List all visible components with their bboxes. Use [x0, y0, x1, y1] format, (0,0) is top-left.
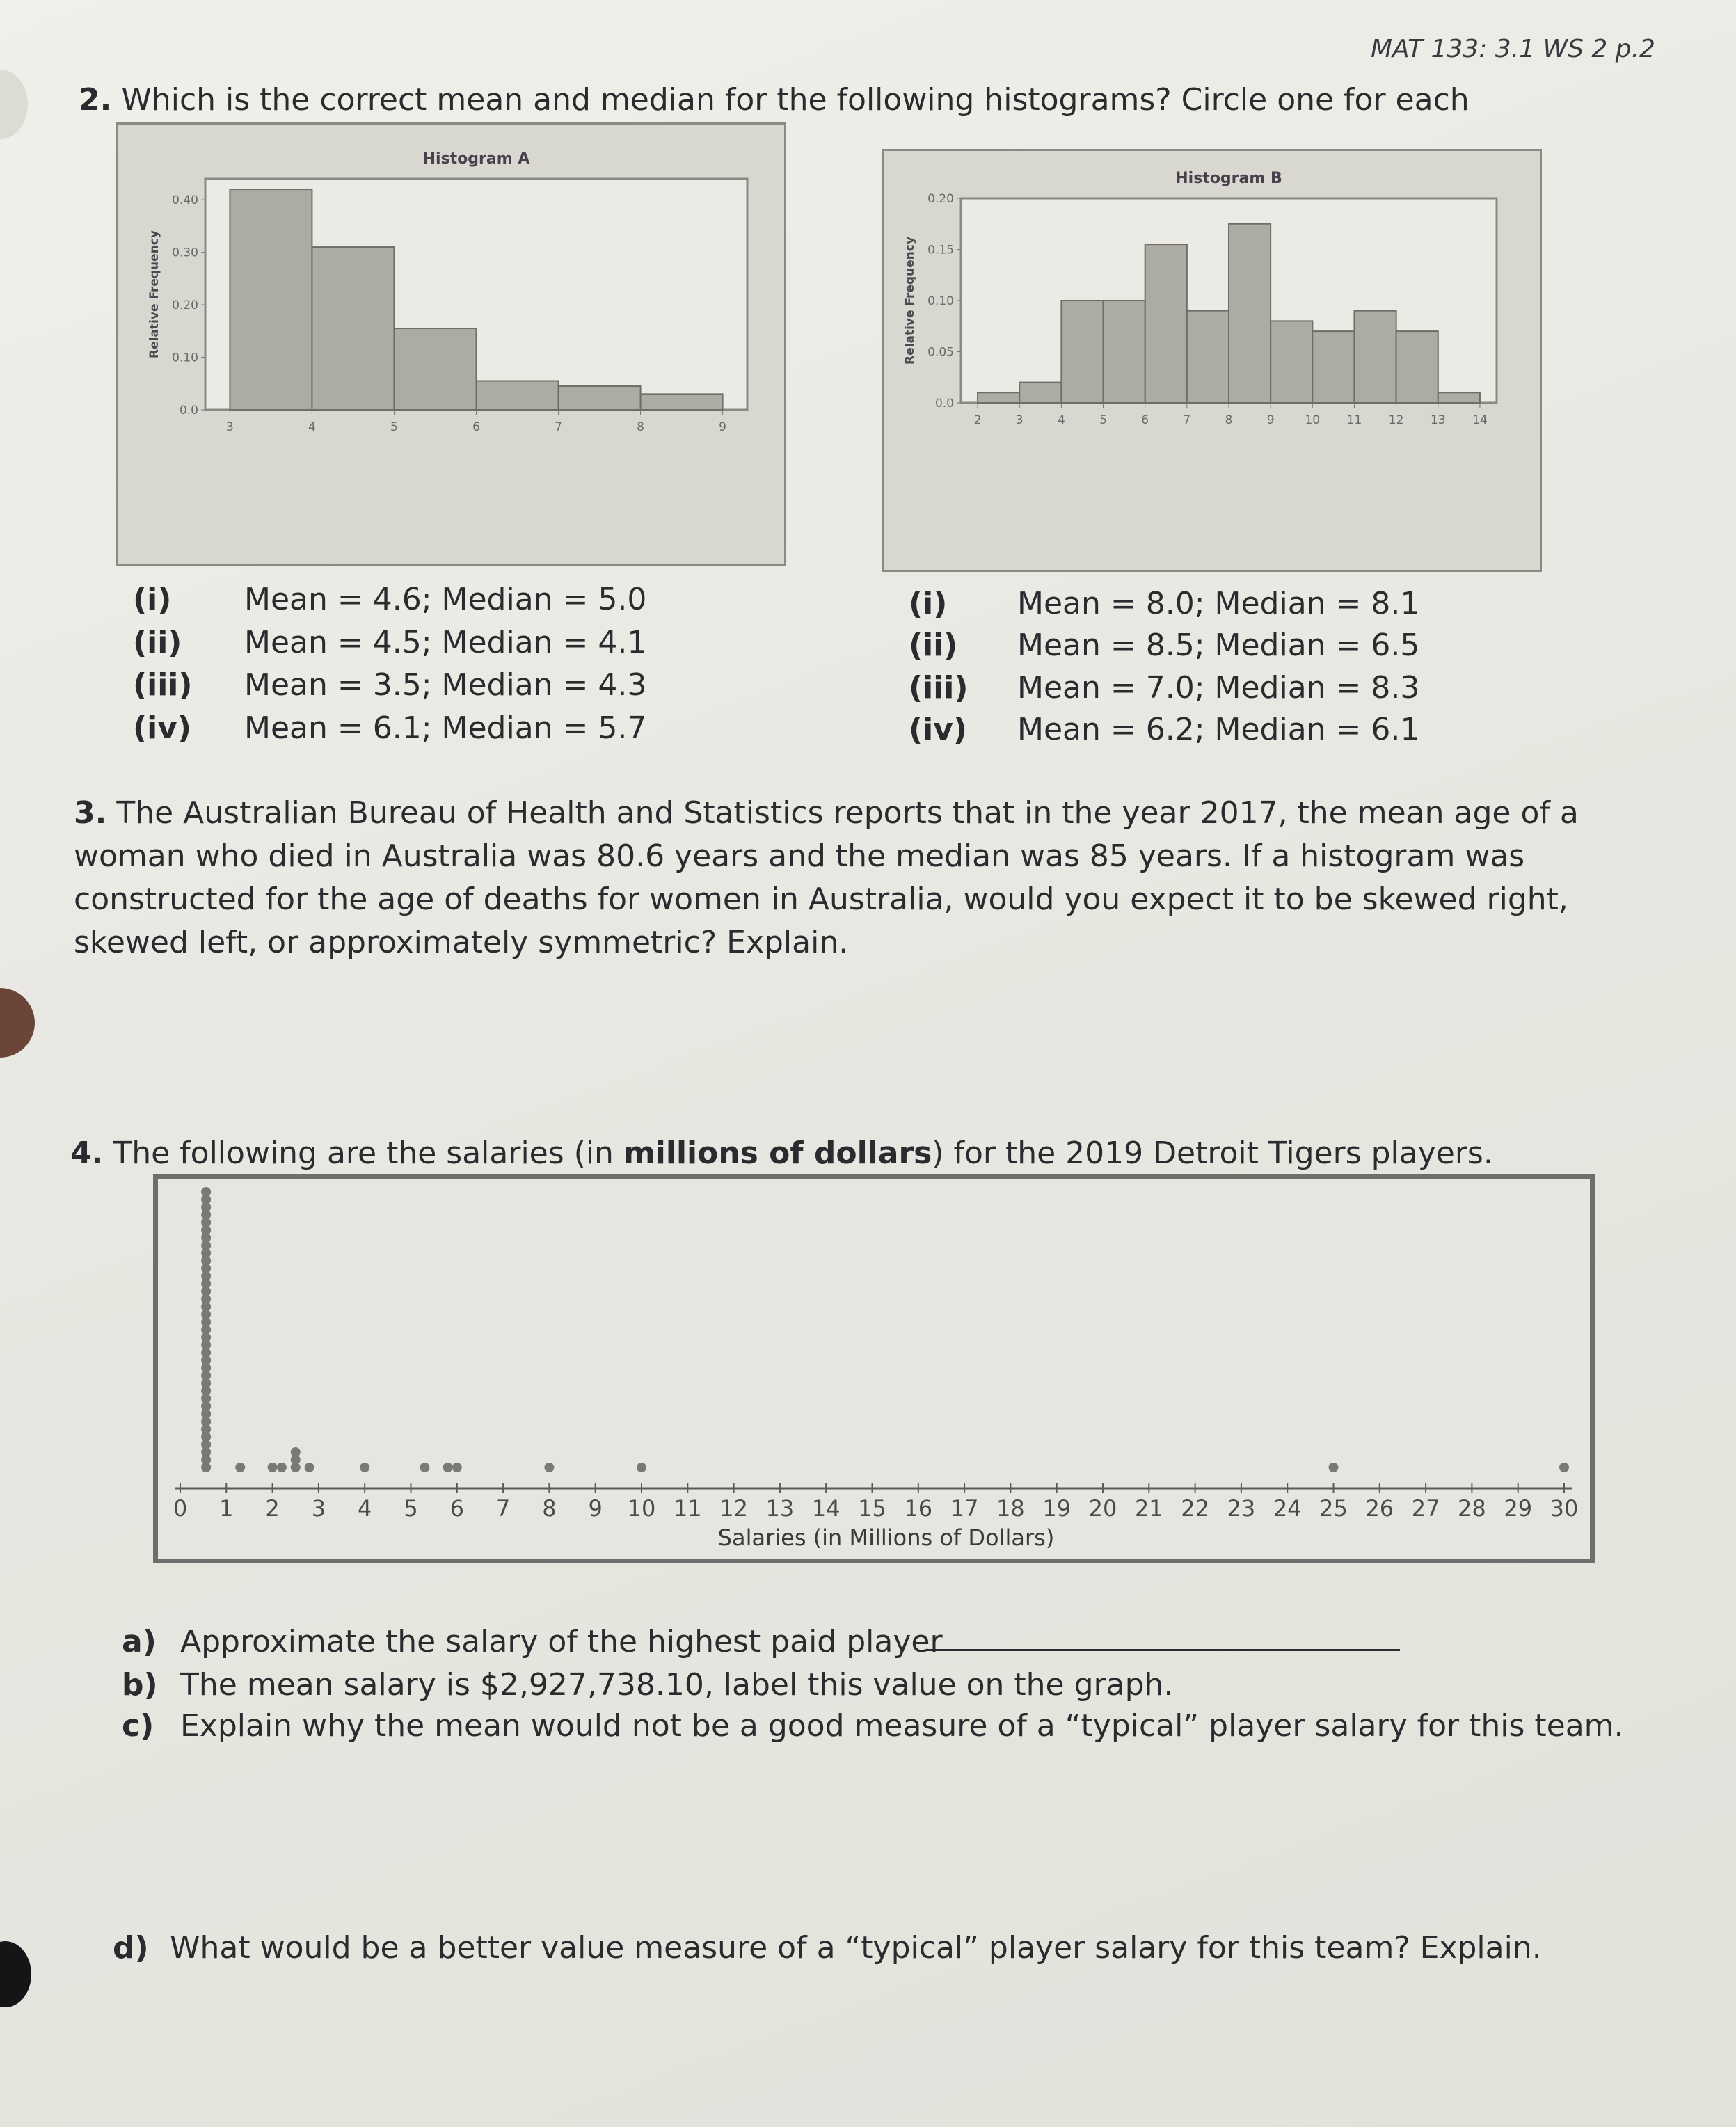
histogram-bar — [1354, 311, 1396, 403]
x-tick-label: 17 — [950, 1495, 979, 1522]
question-3 — [74, 792, 1667, 964]
data-dot — [1329, 1463, 1339, 1472]
data-dot — [420, 1463, 429, 1472]
option-label[interactable]: (ii) — [133, 625, 182, 660]
x-tick-label: 7 — [1183, 413, 1191, 427]
question-4 — [70, 1136, 1493, 1171]
data-dot — [291, 1447, 301, 1457]
x-tick-label: 2 — [973, 413, 982, 427]
data-dot — [277, 1463, 287, 1472]
binder-hole-middle — [0, 988, 35, 1058]
x-tick-label: 30 — [1550, 1495, 1579, 1522]
x-tick-label: 15 — [858, 1495, 886, 1522]
x-tick-label: 5 — [390, 420, 398, 434]
x-tick-label: 4 — [308, 420, 316, 434]
x-tick-label: 8 — [1225, 413, 1233, 427]
question-text-bold: millions of dollars — [623, 1136, 932, 1171]
x-tick-label: 4 — [358, 1495, 372, 1522]
option-text[interactable]: Mean = 7.0; Median = 8.3 — [1017, 670, 1420, 706]
y-axis-label: Relative Frequency — [903, 237, 917, 365]
binder-hole-bottom — [0, 1941, 31, 2007]
histogram-bar — [1187, 311, 1229, 403]
option-label[interactable]: (iv) — [909, 712, 967, 747]
option-label[interactable]: (ii) — [909, 628, 958, 663]
histogram-bar — [1229, 224, 1271, 403]
x-tick-label: 7 — [555, 420, 562, 434]
option-label[interactable]: (iii) — [133, 667, 193, 703]
data-dot — [201, 1187, 211, 1197]
x-tick-label: 24 — [1273, 1495, 1302, 1522]
data-dot — [637, 1463, 646, 1472]
chart-title: Histogram B — [1175, 170, 1282, 187]
y-axis-label: Relative Frequency — [148, 230, 161, 358]
data-dot — [360, 1463, 369, 1472]
x-tick-label: 7 — [495, 1495, 511, 1522]
option-text[interactable]: Mean = 3.5; Median = 4.3 — [244, 667, 647, 703]
x-tick-label: 10 — [627, 1495, 656, 1522]
data-dot — [235, 1463, 245, 1472]
option-text[interactable]: Mean = 4.5; Median = 4.1 — [244, 625, 647, 660]
question-number: 3. — [74, 795, 107, 831]
x-tick-label: 23 — [1227, 1495, 1256, 1522]
question-text: Which is the correct mean and median for the following histograms? Circle one for each — [121, 82, 1470, 118]
histogram-bar — [394, 328, 476, 410]
histogram-bar — [1104, 301, 1145, 403]
y-tick-label: 0.40 — [172, 193, 198, 208]
histogram-bar — [641, 394, 723, 410]
histogram-a-chart — [118, 125, 784, 564]
data-dot — [544, 1463, 554, 1472]
y-tick-label: 0.15 — [927, 243, 954, 257]
data-dot — [452, 1463, 462, 1472]
option-label[interactable]: (iii) — [909, 670, 969, 706]
histogram-bar — [1312, 331, 1354, 403]
x-tick-label: 2 — [265, 1495, 280, 1522]
question-2 — [79, 82, 1470, 118]
histogram-b-chart — [884, 151, 1540, 570]
binder-hole-top — [0, 70, 28, 139]
histogram-bar — [1061, 301, 1103, 403]
x-tick-label: 5 — [1099, 413, 1107, 427]
x-tick-label: 9 — [719, 420, 727, 434]
histogram-bar — [1145, 244, 1187, 403]
salary-dotplot — [158, 1179, 1590, 1559]
histogram-b-panel — [882, 149, 1542, 572]
y-tick-label: 0.05 — [927, 345, 954, 360]
x-tick-label: 21 — [1134, 1495, 1163, 1522]
item-text: What would be a better value measure of a “typical” player salary for this team? Explain. — [170, 1930, 1542, 1966]
x-tick-label: 9 — [588, 1495, 603, 1522]
x-tick-label: 6 — [1141, 413, 1149, 427]
y-tick-label: 0.0 — [179, 404, 198, 417]
x-tick-label: 26 — [1365, 1495, 1394, 1522]
y-tick-label: 0.10 — [927, 294, 954, 308]
histogram-bar — [477, 381, 559, 411]
histogram-bar — [1019, 383, 1061, 403]
y-tick-label: 0.20 — [172, 298, 198, 313]
data-dot — [1559, 1463, 1569, 1472]
item-label: d) — [113, 1930, 149, 1966]
x-tick-label: 28 — [1458, 1495, 1486, 1522]
y-tick-label: 0.20 — [927, 192, 954, 206]
histogram-bar — [1438, 392, 1480, 403]
x-tick-label: 5 — [404, 1495, 418, 1522]
x-tick-label: 1 — [219, 1495, 234, 1522]
x-tick-label: 12 — [1388, 413, 1404, 427]
x-tick-label: 8 — [637, 420, 644, 434]
item-label: a) — [122, 1624, 157, 1659]
question-text: The Australian Bureau of Health and Statistics reports that in the year 2017, the mean age of a woman who died in Australia was 80.6 years and the median was 85 years. If a histogram was constructed for the age of deaths for women in Australia, would you expect it to be skewed right, skewed left, or approximately symmetric? Explain. — [74, 795, 1579, 960]
histogram-bar — [312, 247, 394, 410]
x-tick-label: 11 — [1346, 413, 1362, 427]
item-text: Approximate the salary of the highest paid player — [180, 1624, 943, 1659]
item-label: b) — [122, 1667, 158, 1703]
x-tick-label: 19 — [1042, 1495, 1072, 1522]
y-tick-label: 0.0 — [934, 397, 954, 411]
x-tick-label: 27 — [1411, 1495, 1440, 1522]
histogram-bar — [559, 386, 641, 410]
course-header: MAT 133: 3.1 WS 2 p.2 — [1371, 35, 1655, 63]
option-text[interactable]: Mean = 8.5; Median = 6.5 — [1017, 628, 1420, 663]
dotplot-panel — [153, 1174, 1595, 1563]
option-label[interactable]: (iv) — [133, 710, 191, 746]
option-text[interactable]: Mean = 6.1; Median = 5.7 — [244, 710, 647, 746]
y-tick-label: 0.30 — [172, 246, 198, 260]
histogram-bar — [978, 392, 1019, 403]
x-tick-label: 6 — [472, 420, 480, 434]
histogram-bar — [1271, 321, 1312, 403]
data-dot — [305, 1463, 314, 1472]
chart-title: Histogram A — [422, 150, 530, 168]
x-axis-label: Salaries (in Millions of Dollars) — [717, 1524, 1055, 1551]
histogram-bar — [230, 189, 312, 410]
x-tick-label: 14 — [811, 1495, 841, 1522]
x-tick-label: 0 — [173, 1495, 188, 1522]
x-tick-label: 13 — [1430, 413, 1446, 427]
option-label[interactable]: (i) — [133, 582, 172, 617]
x-tick-label: 9 — [1266, 413, 1275, 427]
item-text: The mean salary is $2,927,738.10, label this value on the graph. — [180, 1667, 1174, 1703]
x-tick-label: 8 — [542, 1495, 557, 1522]
question-text: The following are the salaries (in — [113, 1136, 623, 1171]
answer-line[interactable] — [927, 1649, 1400, 1651]
x-tick-label: 3 — [1015, 413, 1024, 427]
x-tick-label: 4 — [1057, 413, 1065, 427]
option-text[interactable]: Mean = 4.6; Median = 5.0 — [244, 582, 647, 617]
question-text: ) for the 2019 Detroit Tigers players. — [932, 1136, 1493, 1171]
histogram-a-panel — [116, 122, 786, 566]
x-tick-label: 18 — [996, 1495, 1025, 1522]
x-tick-label: 6 — [449, 1495, 464, 1522]
option-text[interactable]: Mean = 6.2; Median = 6.1 — [1017, 712, 1420, 747]
item-label: c) — [122, 1708, 154, 1744]
data-dot — [268, 1463, 278, 1472]
x-tick-label: 14 — [1472, 413, 1488, 427]
x-tick-label: 25 — [1319, 1495, 1348, 1522]
x-tick-label: 3 — [225, 420, 234, 434]
x-tick-label: 3 — [311, 1495, 326, 1522]
x-tick-label: 12 — [719, 1495, 748, 1522]
x-tick-label: 10 — [1305, 413, 1321, 427]
option-text[interactable]: Mean = 8.0; Median = 8.1 — [1017, 586, 1420, 621]
question-number: 4. — [70, 1136, 104, 1171]
item-text: Explain why the mean would not be a good measure of a “typical” player salary for this team. — [180, 1708, 1624, 1744]
x-tick-label: 11 — [673, 1495, 702, 1522]
data-dot — [443, 1463, 453, 1472]
question-number: 2. — [79, 82, 112, 118]
x-tick-label: 13 — [765, 1495, 795, 1522]
x-tick-label: 29 — [1504, 1495, 1533, 1522]
histogram-bar — [1396, 331, 1438, 403]
x-tick-label: 20 — [1088, 1495, 1117, 1522]
x-tick-label: 16 — [904, 1495, 933, 1522]
x-tick-label: 22 — [1181, 1495, 1209, 1522]
y-tick-label: 0.10 — [172, 351, 198, 365]
option-label[interactable]: (i) — [909, 586, 948, 621]
